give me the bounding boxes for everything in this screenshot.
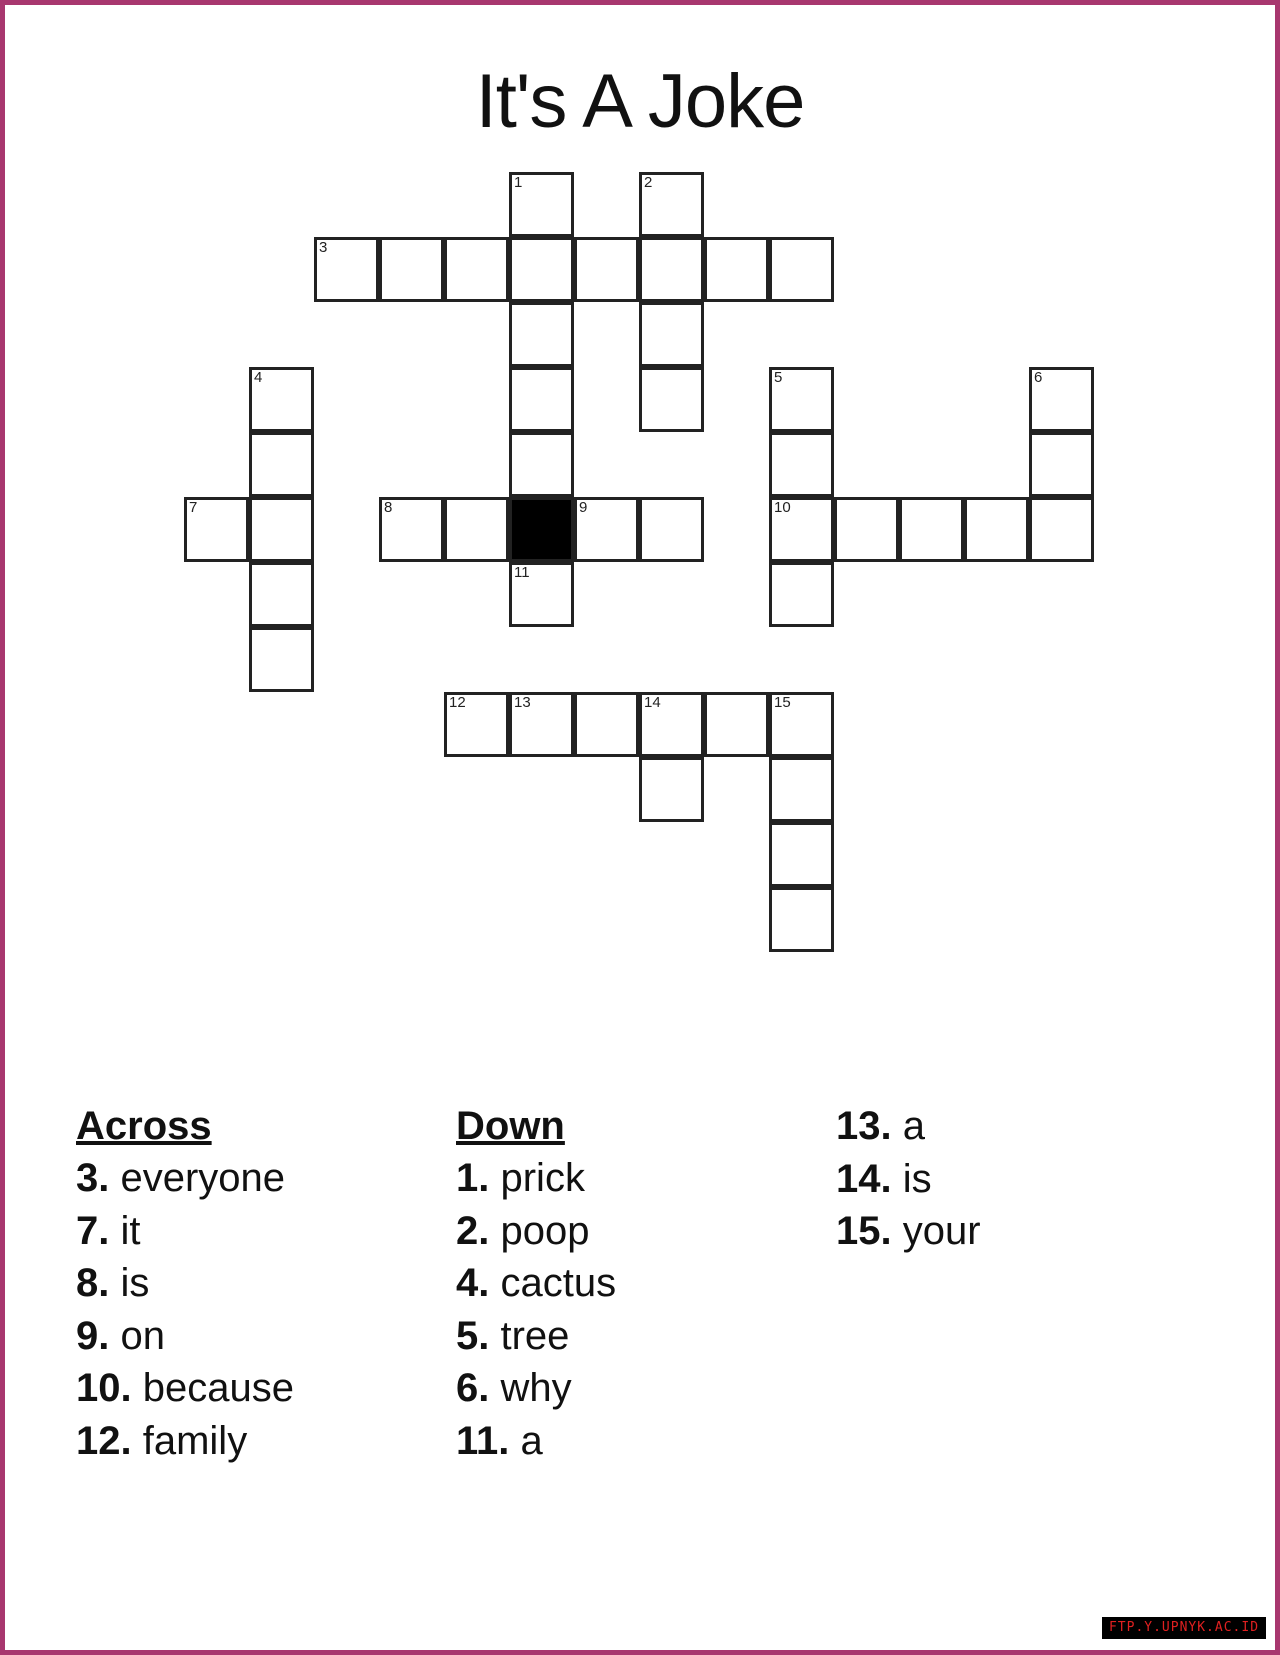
clue-item-text: is — [120, 1261, 150, 1305]
clue-number: 3 — [319, 239, 328, 256]
down-clues-continued — [836, 1100, 981, 1258]
clue-item — [76, 1152, 294, 1205]
grid-cell[interactable] — [379, 237, 444, 302]
grid-cell[interactable] — [769, 237, 834, 302]
clue-item-number: 11. — [456, 1418, 510, 1463]
grid-cell[interactable] — [509, 302, 574, 367]
clue-item-text: because — [142, 1366, 294, 1410]
grid-cell[interactable] — [184, 497, 249, 562]
clue-item — [76, 1205, 294, 1258]
clue-number: 5 — [774, 369, 783, 386]
clue-item — [456, 1152, 616, 1205]
grid-cell[interactable] — [444, 692, 509, 757]
clue-number: 11 — [514, 564, 530, 581]
grid-cell[interactable] — [769, 822, 834, 887]
clue-item — [76, 1362, 294, 1415]
clue-item-number: 13. — [836, 1104, 892, 1148]
clue-item-number: 6. — [456, 1366, 490, 1410]
clue-number: 8 — [384, 499, 393, 516]
clue-item-number: 7. — [76, 1208, 110, 1253]
grid-cell[interactable] — [509, 432, 574, 497]
grid-cell[interactable] — [574, 692, 639, 757]
grid-cell[interactable] — [509, 692, 574, 757]
clue-item — [456, 1205, 616, 1258]
clue-item-number: 8. — [76, 1261, 110, 1305]
black-cell — [509, 497, 574, 562]
clue-item-number: 2. — [456, 1208, 490, 1253]
clue-item-text: poop — [500, 1208, 590, 1253]
watermark: FTP.Y.UPNYK.AC.ID — [1102, 1617, 1266, 1639]
clue-item — [456, 1415, 616, 1468]
grid-cell[interactable] — [249, 627, 314, 692]
clue-item-number: 4. — [456, 1261, 490, 1305]
grid-cell[interactable] — [249, 432, 314, 497]
clue-item-text: everyone — [120, 1156, 286, 1200]
clue-item — [456, 1310, 616, 1363]
clue-number: 1 — [514, 174, 523, 191]
clue-number: 4 — [254, 369, 263, 386]
grid-cell[interactable] — [574, 237, 639, 302]
clue-item-text: family — [142, 1418, 248, 1463]
clue-number: 14 — [644, 694, 661, 711]
clue-number: 15 — [774, 694, 791, 711]
grid-cell[interactable] — [1029, 497, 1094, 562]
clue-number: 10 — [774, 499, 791, 516]
grid-cell[interactable] — [574, 497, 639, 562]
clue-item-text: on — [120, 1313, 165, 1358]
clue-item — [76, 1310, 294, 1363]
grid-cell[interactable] — [509, 367, 574, 432]
clue-number: 13 — [514, 694, 531, 711]
clue-item — [76, 1257, 294, 1310]
clue-item-text: your — [902, 1209, 981, 1253]
clue-item — [456, 1257, 616, 1310]
clue-item-text: tree — [500, 1313, 570, 1358]
grid-cell[interactable] — [379, 497, 444, 562]
grid-cell[interactable] — [769, 432, 834, 497]
grid-cell[interactable] — [704, 692, 769, 757]
grid-cell[interactable] — [964, 497, 1029, 562]
grid-cell[interactable] — [639, 497, 704, 562]
clue-item-number: 5. — [456, 1313, 490, 1358]
clue-item — [456, 1362, 616, 1415]
grid-cell[interactable] — [444, 497, 509, 562]
grid-cell[interactable] — [769, 497, 834, 562]
grid-cell[interactable] — [444, 237, 509, 302]
clue-item-text: prick — [500, 1156, 585, 1200]
grid-cell[interactable] — [1029, 432, 1094, 497]
clue-item-number: 14. — [836, 1156, 892, 1201]
clue-number: 9 — [579, 499, 588, 516]
grid-cell[interactable] — [639, 302, 704, 367]
grid-cell[interactable] — [769, 562, 834, 627]
grid-cell[interactable] — [509, 172, 574, 237]
clue-item-text: a — [520, 1418, 543, 1463]
grid-cell[interactable] — [834, 497, 899, 562]
clue-number: 2 — [644, 174, 653, 191]
down-clues — [456, 1100, 616, 1467]
grid-cell[interactable] — [249, 367, 314, 432]
clue-item-number: 3. — [76, 1156, 110, 1200]
grid-cell[interactable] — [899, 497, 964, 562]
grid-cell[interactable] — [639, 757, 704, 822]
down-heading: Down — [456, 1104, 565, 1148]
grid-cell[interactable] — [639, 237, 704, 302]
clue-item-number: 10. — [76, 1366, 132, 1410]
grid-cell[interactable] — [769, 757, 834, 822]
clue-item-text: a — [902, 1104, 925, 1148]
grid-cell[interactable] — [509, 562, 574, 627]
clue-item-number: 9. — [76, 1313, 110, 1358]
clue-item-number: 1. — [456, 1156, 490, 1200]
puzzle-title: It's A Joke — [475, 59, 805, 144]
grid-cell[interactable] — [509, 237, 574, 302]
clue-number: 12 — [449, 694, 466, 711]
grid-cell[interactable] — [704, 237, 769, 302]
clue-item — [836, 1205, 981, 1258]
grid-cell[interactable] — [249, 562, 314, 627]
grid-cell[interactable] — [769, 692, 834, 757]
across-heading: Across — [76, 1104, 212, 1148]
clue-item-number: 15. — [836, 1209, 892, 1253]
grid-cell[interactable] — [639, 367, 704, 432]
clue-item-text: why — [500, 1366, 572, 1410]
across-clues — [76, 1100, 294, 1467]
clue-item — [76, 1415, 294, 1468]
clue-item-text: it — [120, 1208, 141, 1253]
grid-cell[interactable] — [639, 692, 704, 757]
grid-cell[interactable] — [769, 887, 834, 952]
clue-item — [836, 1100, 981, 1153]
clue-item — [836, 1153, 981, 1206]
grid-cell[interactable] — [249, 497, 314, 562]
grid-cell[interactable] — [314, 237, 379, 302]
clue-number: 6 — [1034, 369, 1043, 386]
clue-number: 7 — [189, 499, 198, 516]
grid-cell[interactable] — [639, 172, 704, 237]
clue-item-number: 12. — [76, 1418, 132, 1463]
grid-cell[interactable] — [1029, 367, 1094, 432]
clue-item-text: cactus — [500, 1261, 617, 1305]
clue-item-text: is — [902, 1156, 932, 1201]
grid-cell[interactable] — [769, 367, 834, 432]
